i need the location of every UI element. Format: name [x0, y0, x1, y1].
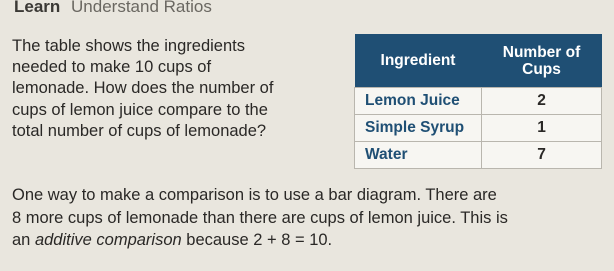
- ingredient-cell: Lemon Juice: [355, 88, 482, 115]
- paragraph-line: One way to make a comparison is to use a bar diagram. There are: [12, 186, 497, 204]
- intro-line: cups of lemon juice compare to the: [12, 100, 268, 119]
- header-ingredient: Ingredient: [355, 34, 482, 88]
- table-row: [355, 142, 602, 169]
- table-row: [355, 88, 602, 115]
- lesson-header: [14, 0, 212, 17]
- cups-cell: 7: [482, 142, 602, 169]
- cups-cell: 2: [482, 88, 602, 115]
- learn-label: Learn: [14, 0, 61, 16]
- paragraph-prefix: an: [12, 231, 35, 249]
- ingredient-cell: Simple Syrup: [355, 115, 482, 142]
- intro-line: needed to make 10 cups of: [12, 58, 212, 77]
- header-cups: Cups: [522, 60, 561, 78]
- header-number-of-cups: [482, 34, 602, 88]
- paragraph-line: 8 more cups of lemonade than there are cups of lemon juice. This is: [12, 208, 508, 227]
- cups-cell: 1: [482, 115, 602, 142]
- intro-text: [12, 36, 330, 142]
- ingredient-cell: Water: [355, 142, 482, 169]
- paragraph-suffix: because 2 + 8 = 10.: [181, 231, 333, 249]
- table-header-row: [355, 34, 602, 88]
- intro-line: total number of cups of lemonade?: [12, 121, 267, 140]
- additive-comparison-term: additive comparison: [34, 231, 182, 249]
- explanation-paragraph: [12, 184, 607, 252]
- intro-line: The table shows the ingredients: [12, 37, 245, 55]
- lesson-topic: Understand Ratios: [71, 0, 212, 16]
- table-row: [355, 115, 602, 142]
- ingredients-table: [354, 34, 602, 169]
- intro-line: lemonade. How does the number of: [12, 79, 274, 98]
- header-number-of: Number of: [502, 43, 581, 61]
